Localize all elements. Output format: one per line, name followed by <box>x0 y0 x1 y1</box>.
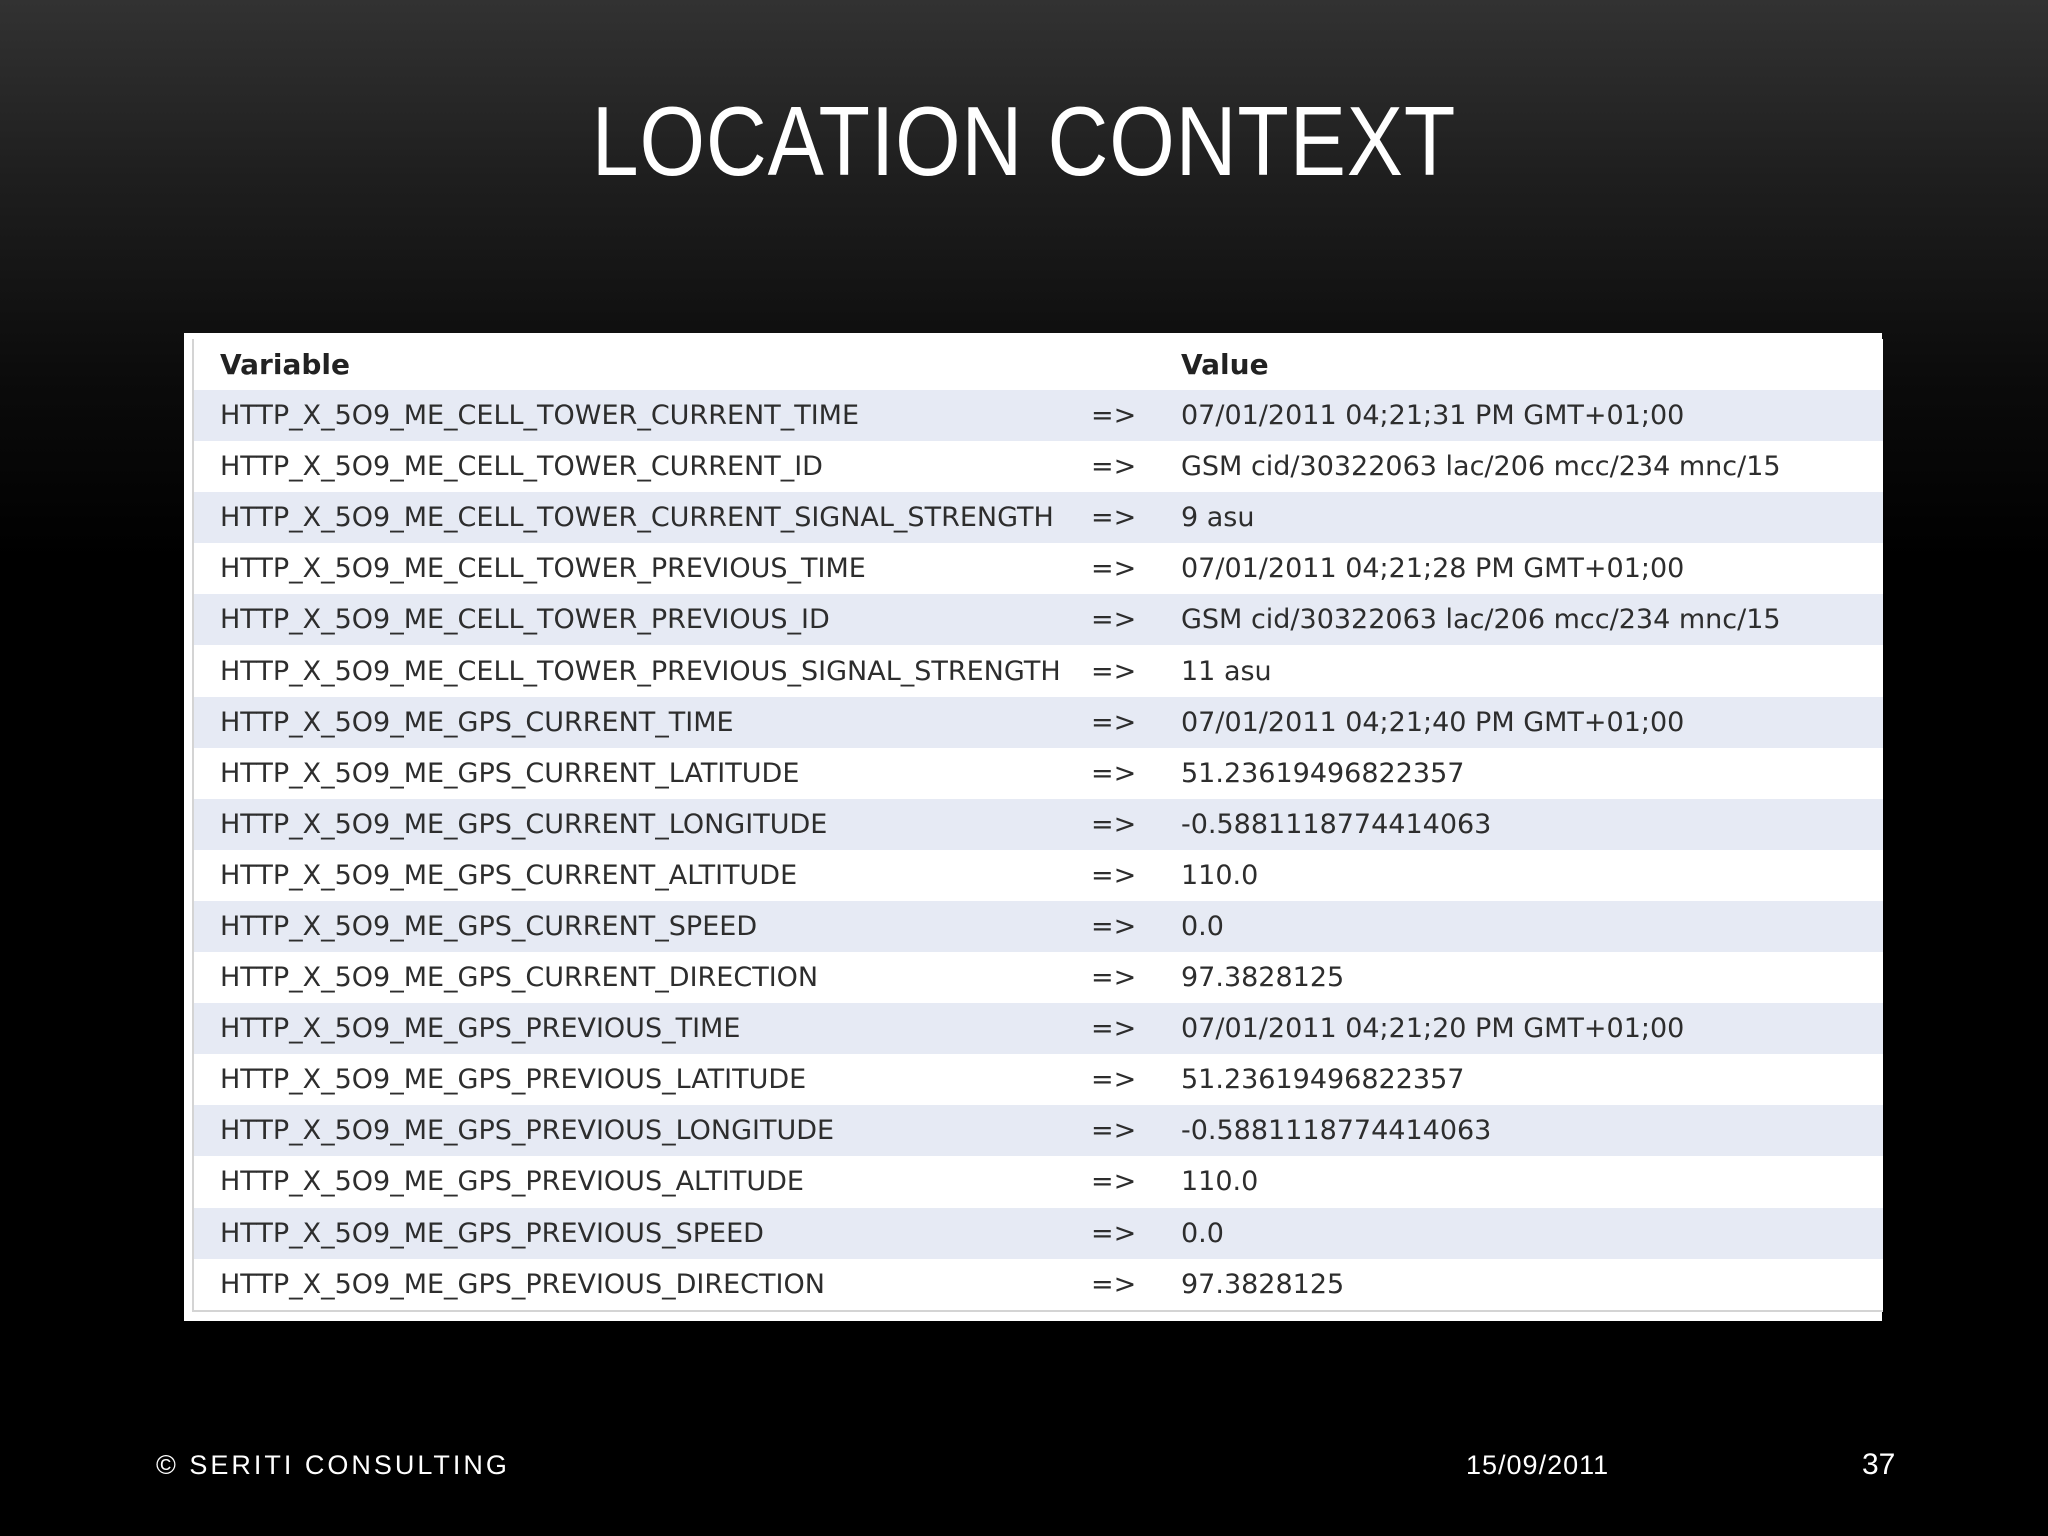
variable-name-cell: HTTP_X_5O9_ME_GPS_CURRENT_SPEED <box>193 901 1091 952</box>
table-row <box>193 645 1883 696</box>
table-row <box>193 952 1883 1003</box>
arrow-cell: => <box>1091 492 1181 543</box>
value-cell: 11 asu <box>1181 645 1883 696</box>
footer-date: 15/09/2011 <box>1466 1450 1610 1480</box>
value-cell: 07/01/2011 04;21;40 PM GMT+01;00 <box>1181 697 1883 748</box>
table-row <box>193 441 1883 492</box>
arrow-cell: => <box>1091 543 1181 594</box>
value-cell: 0.0 <box>1181 901 1883 952</box>
table-row <box>193 697 1883 748</box>
arrow-cell: => <box>1091 1054 1181 1105</box>
arrow-cell: => <box>1091 645 1181 696</box>
variable-name-cell: HTTP_X_5O9_ME_GPS_CURRENT_ALTITUDE <box>193 850 1091 901</box>
footer-page-number: 37 <box>1862 1448 1896 1481</box>
variable-name-cell: HTTP_X_5O9_ME_GPS_CURRENT_TIME <box>193 697 1091 748</box>
variable-name-cell: HTTP_X_5O9_ME_GPS_PREVIOUS_DIRECTION <box>193 1259 1091 1311</box>
table-row <box>193 799 1883 850</box>
value-cell: 51.23619496822357 <box>1181 748 1883 799</box>
variables-table <box>192 339 1883 1312</box>
value-cell: 97.3828125 <box>1181 1259 1883 1311</box>
value-cell: GSM cid/30322063 lac/206 mcc/234 mnc/15 <box>1181 594 1883 645</box>
table-header-row <box>193 339 1883 390</box>
variable-name-cell: HTTP_X_5O9_ME_GPS_PREVIOUS_TIME <box>193 1003 1091 1054</box>
value-cell: 110.0 <box>1181 850 1883 901</box>
value-cell: 110.0 <box>1181 1156 1883 1207</box>
arrow-cell: => <box>1091 952 1181 1003</box>
value-cell: 51.23619496822357 <box>1181 1054 1883 1105</box>
variables-table-screenshot <box>184 333 1882 1321</box>
table-row <box>193 748 1883 799</box>
value-cell: GSM cid/30322063 lac/206 mcc/234 mnc/15 <box>1181 441 1883 492</box>
variable-name-cell: HTTP_X_5O9_ME_CELL_TOWER_PREVIOUS_SIGNAL_STRENGTH <box>193 645 1091 696</box>
value-cell: 07/01/2011 04;21;31 PM GMT+01;00 <box>1181 390 1883 441</box>
arrow-cell: => <box>1091 1003 1181 1054</box>
table-row <box>193 543 1883 594</box>
arrow-cell: => <box>1091 441 1181 492</box>
table-body <box>193 390 1883 1311</box>
value-cell: 97.3828125 <box>1181 952 1883 1003</box>
arrow-cell: => <box>1091 594 1181 645</box>
variable-name-cell: HTTP_X_5O9_ME_GPS_CURRENT_LATITUDE <box>193 748 1091 799</box>
arrow-cell: => <box>1091 1105 1181 1156</box>
table-row <box>193 901 1883 952</box>
value-cell: 07/01/2011 04;21;28 PM GMT+01;00 <box>1181 543 1883 594</box>
table-row <box>193 1259 1883 1311</box>
table-row <box>193 1208 1883 1259</box>
arrow-cell: => <box>1091 390 1181 441</box>
value-cell: -0.5881118774414063 <box>1181 799 1883 850</box>
slide-title: LOCATION CONTEXT <box>591 86 1457 196</box>
table-row <box>193 492 1883 543</box>
value-cell: 0.0 <box>1181 1208 1883 1259</box>
table-row <box>193 594 1883 645</box>
variable-name-cell: HTTP_X_5O9_ME_CELL_TOWER_PREVIOUS_ID <box>193 594 1091 645</box>
table-row <box>193 850 1883 901</box>
variable-name-cell: HTTP_X_5O9_ME_CELL_TOWER_CURRENT_TIME <box>193 390 1091 441</box>
footer-copyright: © SERITI CONSULTING <box>156 1450 510 1480</box>
column-header-arrow <box>1091 339 1181 390</box>
column-header-variable: Variable <box>193 339 1091 390</box>
table-row <box>193 390 1883 441</box>
arrow-cell: => <box>1091 1156 1181 1207</box>
variable-name-cell: HTTP_X_5O9_ME_GPS_CURRENT_LONGITUDE <box>193 799 1091 850</box>
arrow-cell: => <box>1091 850 1181 901</box>
variable-name-cell: HTTP_X_5O9_ME_GPS_CURRENT_DIRECTION <box>193 952 1091 1003</box>
arrow-cell: => <box>1091 799 1181 850</box>
arrow-cell: => <box>1091 901 1181 952</box>
table-row <box>193 1105 1883 1156</box>
arrow-cell: => <box>1091 748 1181 799</box>
arrow-cell: => <box>1091 1259 1181 1311</box>
value-cell: 07/01/2011 04;21;20 PM GMT+01;00 <box>1181 1003 1883 1054</box>
variable-name-cell: HTTP_X_5O9_ME_GPS_PREVIOUS_LONGITUDE <box>193 1105 1091 1156</box>
variable-name-cell: HTTP_X_5O9_ME_CELL_TOWER_CURRENT_ID <box>193 441 1091 492</box>
table-row <box>193 1054 1883 1105</box>
table-row <box>193 1003 1883 1054</box>
arrow-cell: => <box>1091 697 1181 748</box>
value-cell: -0.5881118774414063 <box>1181 1105 1883 1156</box>
table-row <box>193 1156 1883 1207</box>
variable-name-cell: HTTP_X_5O9_ME_GPS_PREVIOUS_ALTITUDE <box>193 1156 1091 1207</box>
variable-name-cell: HTTP_X_5O9_ME_CELL_TOWER_PREVIOUS_TIME <box>193 543 1091 594</box>
variable-name-cell: HTTP_X_5O9_ME_CELL_TOWER_CURRENT_SIGNAL_STRENGTH <box>193 492 1091 543</box>
variable-name-cell: HTTP_X_5O9_ME_GPS_PREVIOUS_SPEED <box>193 1208 1091 1259</box>
column-header-value: Value <box>1181 339 1883 390</box>
value-cell: 9 asu <box>1181 492 1883 543</box>
arrow-cell: => <box>1091 1208 1181 1259</box>
variable-name-cell: HTTP_X_5O9_ME_GPS_PREVIOUS_LATITUDE <box>193 1054 1091 1105</box>
